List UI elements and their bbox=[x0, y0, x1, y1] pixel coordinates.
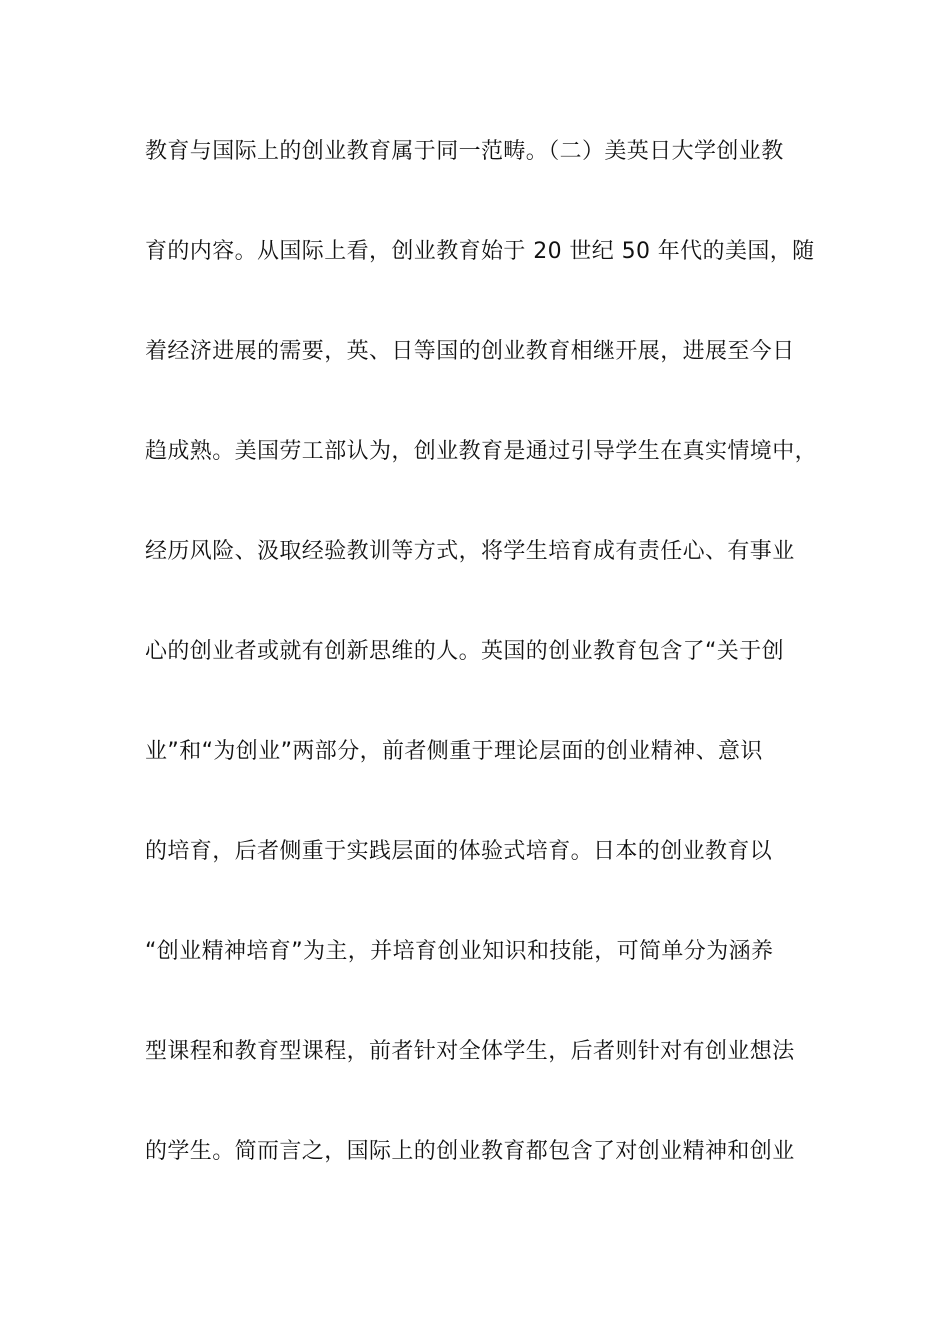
text-line-1: 教育与国际上的创业教育属于同一范畴。（二）美英日大学创业教 bbox=[145, 139, 784, 164]
text-line-3: 着经济进展的需要，英、日等国的创业教育相继开展，进展至今日 bbox=[145, 339, 795, 364]
text-line-6: 心的创业者或就有创新思维的人。英国的创业教育包含了“关于创 bbox=[145, 639, 784, 664]
text-line-11: 的学生。简而言之，国际上的创业教育都包含了对创业精神和创业 bbox=[145, 1139, 795, 1164]
body-text bbox=[145, 128, 818, 1228]
text-line-7: 业”和“为创业”两部分，前者侧重于理论层面的创业精神、意识 bbox=[145, 739, 763, 764]
text-line-9: “创业精神培育”为主，并培育创业知识和技能，可简单分为涵养 bbox=[145, 939, 774, 964]
text-line-4: 趋成熟。美国劳工部认为，创业教育是通过引导学生在真实情境中， bbox=[145, 439, 818, 464]
text-line-10: 型课程和教育型课程，前者针对全体学生，后者则针对有创业想法 bbox=[145, 1039, 795, 1064]
text-line-2: 育的内容。从国际上看，创业教育始于 20 世纪 50 年代的美国，随 bbox=[145, 239, 815, 264]
text-line-8: 的培育，后者侧重于实践层面的体验式培育。日本的创业教育以 bbox=[145, 839, 773, 864]
text-line-5: 经历风险、汲取经验教训等方式，将学生培育成有责任心、有事业 bbox=[145, 539, 795, 564]
